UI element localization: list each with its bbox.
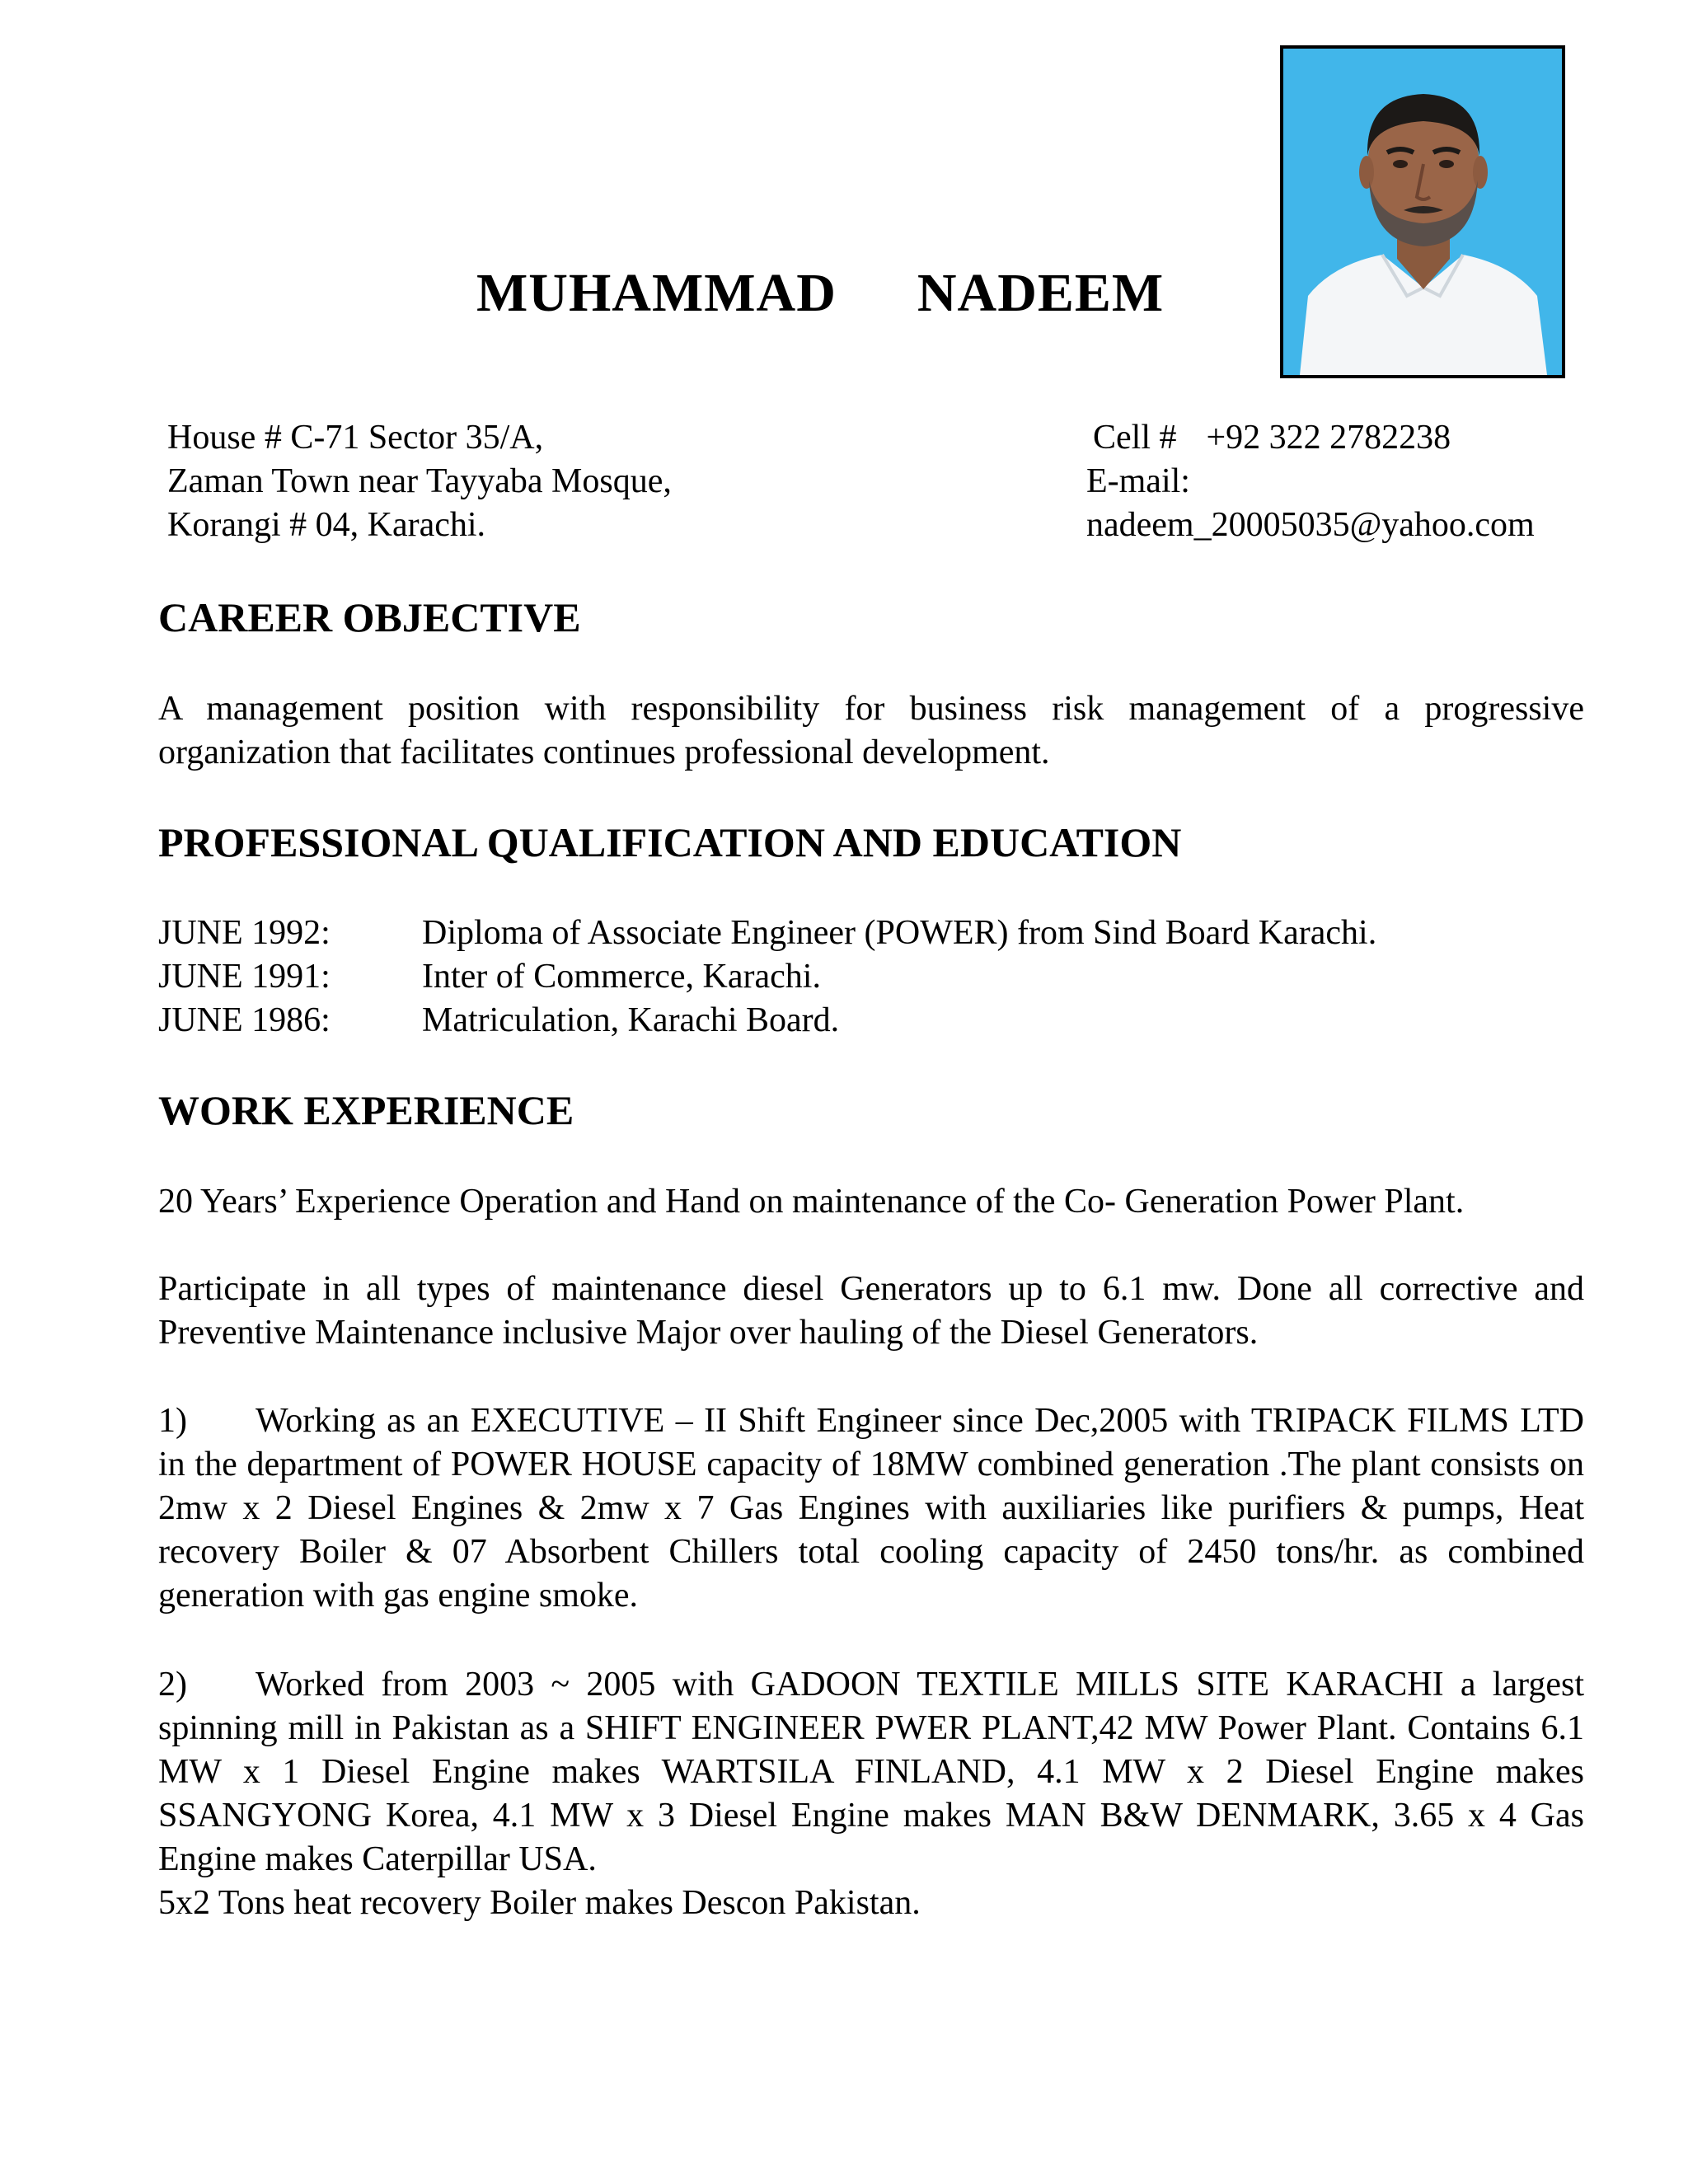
- work-experience-heading: WORK EXPERIENCE: [158, 1087, 574, 1133]
- candidate-name: [476, 262, 1164, 325]
- work-item-text-tail: 5x2 Tons heat recovery Boiler makes Descon Pakistan.: [158, 1884, 921, 1922]
- address-line: Korangi # 04, Karachi.: [167, 506, 486, 544]
- education-text: Diploma of Associate Engineer (POWER) from Sind Board Karachi.: [422, 914, 1377, 952]
- portrait-image: [1283, 49, 1562, 375]
- career-objective-text: A management position with responsibility for business risk management of a progressive organization that facilitates continues professional development.: [158, 690, 1584, 771]
- address-block: [167, 416, 672, 547]
- email-address: nadeem_20005035@yahoo.com: [1086, 506, 1535, 544]
- work-item-text: Working as an EXECUTIVE – II Shift Engineer since Dec,2005 with TRIPACK FILMS LTD in the department of POWER HOUSE capacity of 18MW combined generation .The plant consists on 2mw x 2 Diesel Engines & 2mw x 7 Gas Engines with auxiliaries like purifiers & pumps, Heat recovery Boiler & 07 Absorbent Chillers total cooling capacity of 2450 tons/hr. as combined generation with gas engine smoke.: [158, 1402, 1584, 1615]
- work-item-number: 1): [158, 1402, 187, 1440]
- cell-label: Cell #: [1093, 419, 1177, 457]
- cell-row: [1086, 416, 1535, 460]
- profile-photo: [1280, 45, 1565, 378]
- work-summary: Participate in all types of maintenance diesel Generators up to 6.1 mw. Done all corrective and Preventive Maintenance inclusive Major over hauling of the Diesel Generators.: [158, 1270, 1584, 1352]
- work-item-text: Worked from 2003 ~ 2005 with GADOON TEXTILE MILLS SITE KARACHI a largest spinning mill in Pakistan as a SHIFT ENGINEER PWER PLANT,42 MW Power Plant. Contains 6.1 MW x 1 Diesel Engine makes WARTSILA FINLAND, 4.1 MW x 2 Diesel Engine makes SSANGYONG Korea, 4.1 MW x 3 Diesel Engine makes MAN B&W DENMARK, 3.65 x 4 Gas Engine makes Caterpillar USA.: [158, 1666, 1584, 1878]
- education-item: [158, 912, 1376, 955]
- education-date: JUNE 1986:: [158, 1001, 331, 1039]
- education-date: JUNE 1991:: [158, 958, 331, 996]
- education-item: [158, 955, 821, 999]
- education-item: [158, 999, 839, 1043]
- contact-block: [1086, 416, 1535, 547]
- education-heading: PROFESSIONAL QUALIFICATION AND EDUCATION: [158, 819, 1182, 865]
- career-objective-heading: CAREER OBJECTIVE: [158, 594, 581, 640]
- cell-number: +92 322 2782238: [1206, 419, 1451, 457]
- work-item-number: 2): [158, 1666, 187, 1704]
- work-item: [158, 1399, 1584, 1618]
- first-name: MUHAMMAD: [476, 263, 837, 323]
- education-date: JUNE 1992:: [158, 914, 331, 952]
- address-line: Zaman Town near Tayyaba Mosque,: [167, 462, 672, 500]
- address-line: House # C-71 Sector 35/A,: [167, 419, 544, 457]
- work-item: [158, 1663, 1584, 1882]
- last-name: NADEEM: [917, 263, 1165, 323]
- work-summary: 20 Years’ Experience Operation and Hand on maintenance of the Co- Generation Power Plant.: [158, 1183, 1465, 1221]
- email-label: E-mail:: [1086, 462, 1190, 500]
- education-text: Inter of Commerce, Karachi.: [422, 958, 821, 996]
- education-text: Matriculation, Karachi Board.: [422, 1001, 840, 1039]
